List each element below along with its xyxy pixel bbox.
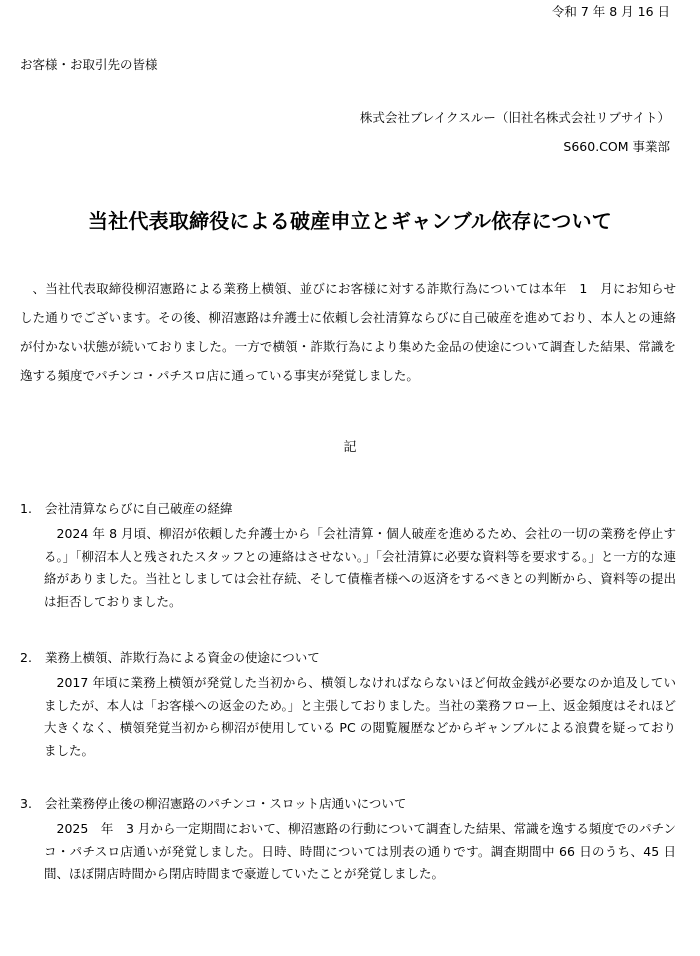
intro-text: 、当社代表取締役柳沼憲路による業務上横領、並びにお客様に対する詐欺行為については本年 1 月にお知らせした通りでございます。その後、柳沼憲路は弁護士に依頼し会社清算ならびに自己破産を進めており、本人との連絡が付かない状態が続いておりました。一方で横領・詐欺行為により集めた金品の使途について調査した結果、常識を逸する頻度でパチンコ・パチスロ店に通っている事実が発覚しました。 — [20, 281, 676, 383]
section-3 — [20, 794, 676, 886]
section-number: 1. — [20, 501, 32, 516]
section-2 — [20, 648, 676, 762]
section-heading-text: 会社清算ならびに自己破産の経緯 — [45, 501, 233, 516]
section-heading — [20, 648, 676, 672]
section-heading-text: 会社業務停止後の柳沼憲路のパチンコ・スロット店通いについて — [45, 796, 407, 811]
intro-paragraph — [20, 274, 676, 390]
department-name: S660.COM 事業部 — [563, 139, 670, 154]
section-number: 2. — [20, 650, 32, 665]
company-name: 株式会社ブレイクスルー（旧社名株式会社リブサイト） — [359, 110, 670, 125]
document-date: 令和 7 年 8 月 16 日 — [551, 4, 670, 19]
ki-marker: 記 — [343, 440, 357, 455]
section-body: 2024 年 8 月頃、柳沼が依頼した弁護士から「会社清算・個人破産を進めるため、会社の一切の業務を停止する。」「柳沼本人と残されたスタッフとの連絡はさせない。」「会社清算に必要な資料等を要求する。」と一方的な連絡がありました。当社としましては会社存続、そして債権者様への返済をするべきとの判断から、資料等の提出は拒否しておりました。 — [44, 526, 676, 609]
recipient-line: お客様・お取引先の皆様 — [20, 57, 158, 72]
document-title: 当社代表取締役による破産申立とギャンブル依存について — [88, 209, 612, 233]
section-1 — [20, 499, 676, 613]
section-number: 3. — [20, 796, 32, 811]
section-heading — [20, 499, 676, 523]
section-body: 2025 年 3 月から一定期間において、柳沼憲路の行動について調査した結果、常識を逸する頻度でのパチンコ・パチスロ店通いが発覚しました。日時、時間については別表の通りです。調査期間中 66 日のうち、45 日間、ほぼ開店時間から閉店時間まで豪遊していたことが発覚しました。 — [44, 821, 676, 881]
section-heading-text: 業務上横領、詐欺行為による資金の使途について — [45, 650, 320, 665]
section-heading — [20, 794, 676, 818]
section-body: 2017 年頃に業務上横領が発覚した当初から、横領しなければならないほど何故金銭が必要なのか追及していましたが、本人は「お客様への返金のため。」と主張しておりました。当社の業務フロー上、返金頻度はそれほど大きくなく、横領発覚当初から柳沼が使用している PC の閲覧履歴などからギャンブルによる浪費を疑っておりました。 — [44, 675, 676, 758]
